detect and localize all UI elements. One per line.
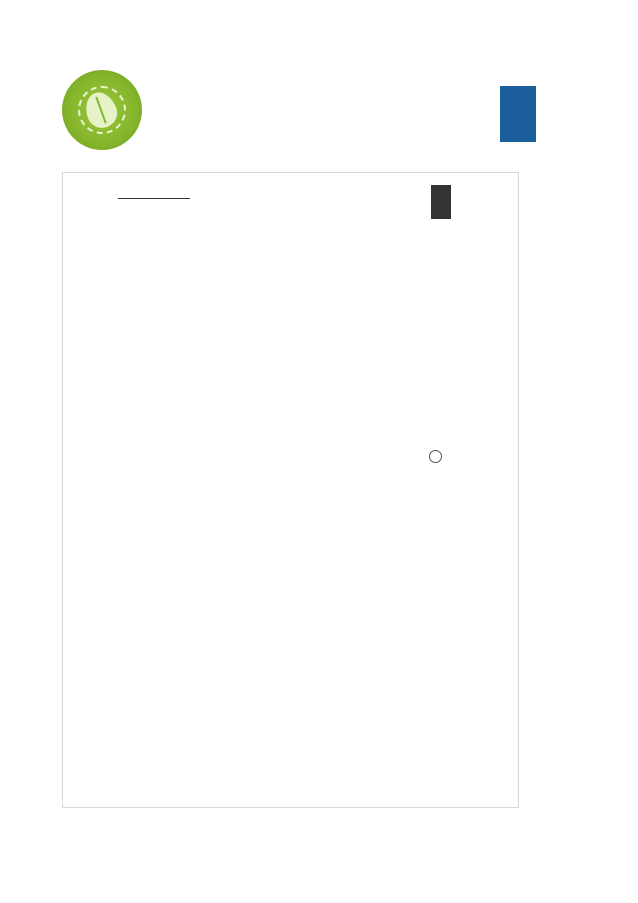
contract-title [118, 187, 190, 202]
year-blank-1 [118, 198, 154, 199]
contract-page-thumbnail [62, 172, 519, 808]
contract-logo [431, 185, 495, 229]
email-acceptance-radio[interactable] [429, 450, 442, 463]
ester-janz-logo [500, 86, 578, 142]
anniversary-logo [270, 84, 272, 144]
year-blank-2 [154, 198, 190, 199]
contract-logo-square [431, 185, 451, 219]
logo-square [500, 86, 536, 142]
eco-seal-logo [62, 70, 142, 150]
